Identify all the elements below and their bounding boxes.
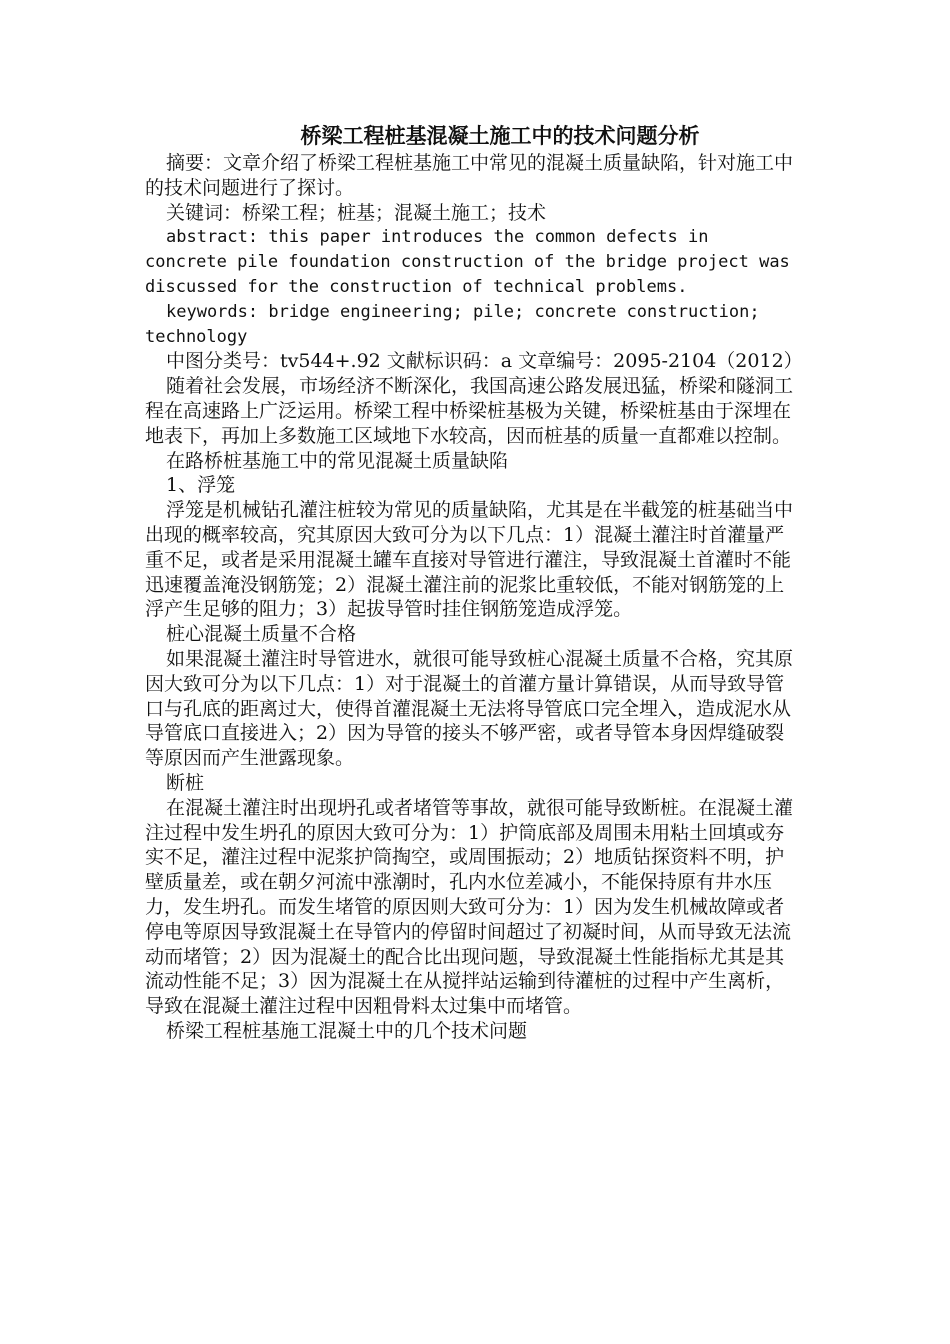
document-body <box>145 121 803 1044</box>
keywords-en: keywords: bridge engineering; pile; concrete construction; technology <box>145 301 760 347</box>
abstract-en: abstract: this paper introduces the common defects in concrete pile foundation construction of the bridge project was discussed for the construction of technical problems. <box>145 227 790 297</box>
classification-line: 中图分类号：tv544+.92 文献标识码：a 文章编号：2095-2104（2012） <box>166 350 803 373</box>
keywords-cn: 关键词：桥梁工程；桩基；混凝土施工；技术 <box>166 201 547 224</box>
section-heading-technical: 桥梁工程桩基施工混凝土中的几个技术问题 <box>166 1019 528 1042</box>
paragraph-floating-cage: 浮笼是机械钻孔灌注桩较为常见的质量缺陷，尤其是在半截笼的桩基础当中出现的概率较高，究其原因大致可分为以下几点：1）混凝土灌注时首灌量严重不足，或者是采用混凝土罐车直接对导管进行灌注，导致混凝土首灌时不能迅速覆盖淹没钢筋笼；2）混凝土灌注前的泥浆比重较低，不能对钢筋笼的上浮产生足够的阻力；3）起拔导管时挂住钢筋笼造成浮笼。 <box>145 499 794 621</box>
document-title: 桥梁工程桩基混凝土施工中的技术问题分析 <box>300 123 700 148</box>
paragraph-pile-core: 如果混凝土灌注时导管进水，就很可能导致桩心混凝土质量不合格，究其原因大致可分为以下几点：1）对于混凝土的首灌方量计算错误，从而导致导管口与孔底的距离过大，使得首灌混凝土无法将导管底口完全埋入，造成泥水从导管底口直接进入；2）因为导管的接头不够严密，或者导管本身因焊缝破裂等原因而产生泄露现象。 <box>145 647 794 770</box>
abstract-cn: 摘要：文章介绍了桥梁工程桩基施工中常见的混凝土质量缺陷，针对施工中的技术问题进行了探讨。 <box>145 152 794 199</box>
subheading-pile-core: 桩心混凝土质量不合格 <box>166 623 357 646</box>
paragraph-broken-pile: 在混凝土灌注时出现坍孔或者堵管等事故，就很可能导致断桩。在混凝土灌注过程中发生坍孔的原因大致可分为：1）护筒底部及周围未用粘土回填或夯实不足，灌注过程中泥浆护筒掏空，或周围振动；2）地质钻探资料不明，护壁质量差，或在朝夕河流中涨潮时，孔内水位差减小，不能保持原有井水压力，发生坍孔。而发生堵管的原因则大致可分为：1）因为发生机械故障或者停电等原因导致混凝土在导管内的停留时间超过了初凝时间，从而导致无法流动而堵管；2）因为混凝土的配合比出现问题，导致混凝土性能指标尤其是其流动性能不足；3）因为混凝土在从搅拌站运输到待灌桩的过程中产生离析，导致在混凝土灌注过程中因粗骨料太过集中而堵管。 <box>145 796 794 1018</box>
intro-paragraph: 随着社会发展，市场经济不断深化，我国高速公路发展迅猛，桥梁和隧洞工程在高速路上广泛运用。桥梁工程中桥梁桩基极为关键，桥梁桩基由于深埋在地表下，再加上多数施工区域地下水较高，因而桩基的质量一直都难以控制。 <box>145 375 794 447</box>
subheading-floating-cage: 1、浮笼 <box>166 474 236 497</box>
section-heading: 在路桥桩基施工中的常见混凝土质量缺陷 <box>166 449 509 472</box>
subheading-broken-pile: 断桩 <box>166 771 205 794</box>
